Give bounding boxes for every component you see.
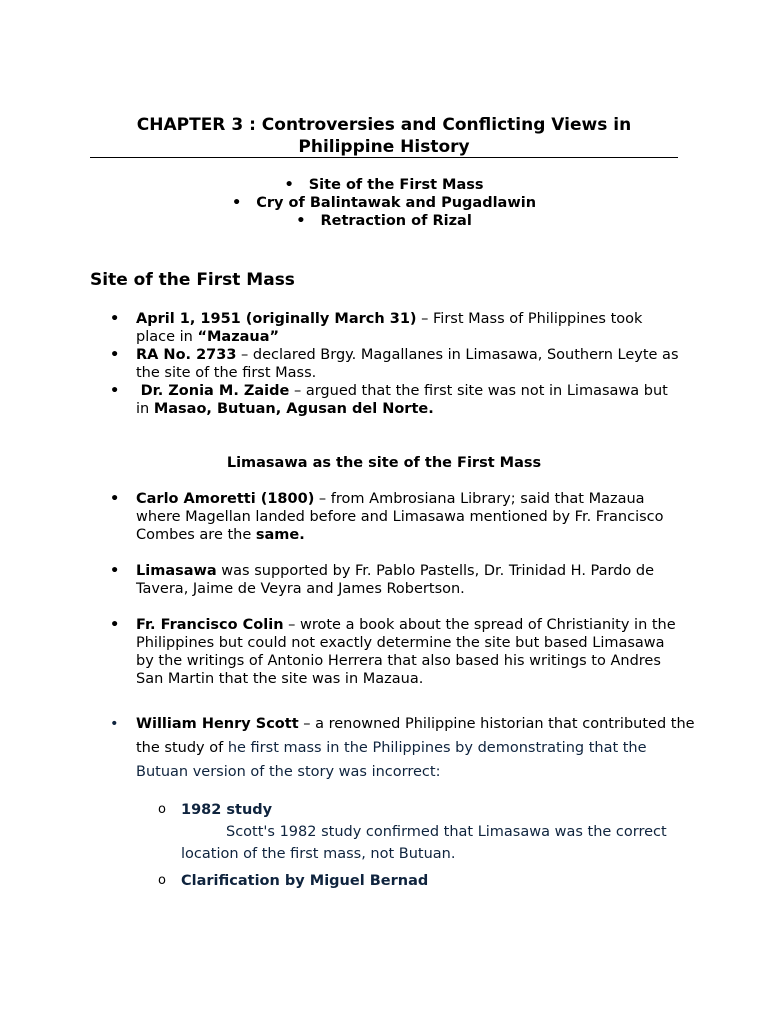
bullet-icon: • xyxy=(110,617,120,633)
fact-emphasis: Masao, Butuan, Agusan del Norte. xyxy=(153,401,434,417)
topic-list xyxy=(90,176,678,230)
chapter-title xyxy=(90,114,678,158)
point-text: – from Ambrosiana Library; said that Mazaua where Magellan landed before and Limasawa mentioned by Fr. Francisco Combes are the xyxy=(136,491,664,543)
limasawa-points xyxy=(110,490,684,706)
scott-continuation: he first mass in the Philippines by demonstrating that the Butuan version of the story was incorrect: xyxy=(136,740,647,780)
sub-point-term: Clarification by Miguel Bernad xyxy=(181,873,429,889)
list-item xyxy=(110,346,684,382)
bullet-icon: • xyxy=(110,563,120,579)
scott-item xyxy=(110,712,696,784)
chapter-title-line2: Philippine History xyxy=(298,137,470,157)
point-text: – wrote a book about the spread of Christianity in the Philippines but could not exactly determine the site but based Limasawa by the writings of Antonio Herrera that also based his writings to Andres San Martin that the site was in Mazaua. xyxy=(136,617,676,687)
list-item xyxy=(110,562,684,598)
first-mass-facts xyxy=(110,310,684,418)
chapter-title-line1: CHAPTER 3 : Controversies and Conflicting Views in xyxy=(136,115,632,135)
sub-point-text: Scott's 1982 study confirmed that Limasawa was the correct location of the first mass, not Butuan. xyxy=(181,824,667,862)
circle-bullet-icon: o xyxy=(158,802,166,817)
point-text: was supported by Fr. Pablo Pastells, Dr. Trinidad H. Pardo de Tavera, Jaime de Veyra and James Robertson. xyxy=(136,563,655,597)
point-emphasis: same. xyxy=(255,527,305,543)
topic-item: • Site of the First Mass xyxy=(90,176,678,194)
point-term: Carlo Amoretti (1800) xyxy=(136,491,315,507)
sub-point-item xyxy=(158,799,681,865)
bullet-icon: • xyxy=(110,716,119,732)
bullet-icon: • xyxy=(110,311,120,327)
bullet-icon: • xyxy=(110,347,120,363)
sub-heading: Limasawa as the site of the First Mass xyxy=(226,455,542,471)
sub-point-item xyxy=(158,870,681,892)
sub-point-list xyxy=(158,799,681,865)
fact-emphasis: “Mazaua” xyxy=(197,329,280,345)
fact-text: – First Mass of Philippines took place in xyxy=(136,311,643,345)
section-heading: Site of the First Mass xyxy=(90,270,295,290)
list-item xyxy=(110,310,684,346)
scott-term: William Henry Scott xyxy=(136,716,299,732)
topic-item: • Retraction of Rizal xyxy=(90,212,678,230)
fact-text: – declared Brgy. Magallanes in Limasawa, Southern Leyte as the site of the first Mass. xyxy=(136,347,679,381)
sub-point-list xyxy=(158,870,681,892)
fact-term: April 1, 1951 (originally March 31) xyxy=(136,311,417,327)
fact-text: – argued that the first site was not in Limasawa but in xyxy=(136,383,668,417)
bullet-icon: • xyxy=(110,491,120,507)
bullet-icon: • xyxy=(110,383,120,399)
point-term: Limasawa xyxy=(136,563,217,579)
point-term: Fr. Francisco Colin xyxy=(136,617,284,633)
circle-bullet-icon: o xyxy=(158,873,166,888)
fact-term: RA No. 2733 xyxy=(136,347,237,363)
fact-term: Dr. Zonia M. Zaide xyxy=(140,383,290,399)
list-item xyxy=(110,616,684,688)
title-underline xyxy=(90,157,678,158)
topic-item: • Cry of Balintawak and Pugadlawin xyxy=(90,194,678,212)
list-item xyxy=(110,382,684,418)
scott-text: – a renowned Philippine historian that contributed the the study of xyxy=(136,716,695,756)
sub-point-term: 1982 study xyxy=(181,802,273,818)
list-item xyxy=(110,490,684,544)
